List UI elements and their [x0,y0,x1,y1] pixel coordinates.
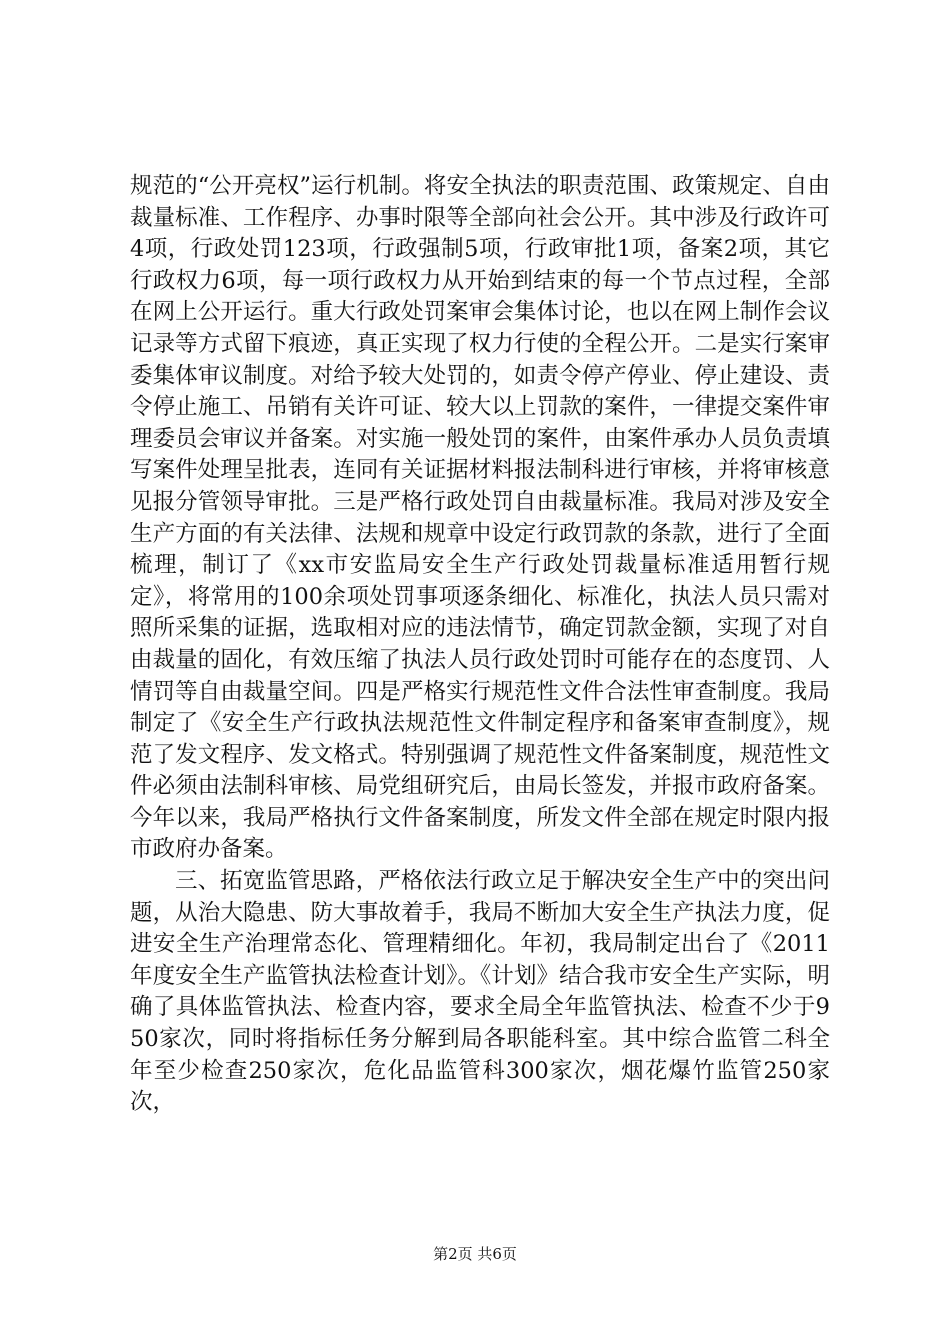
paragraph-continued: 规范的“公开亮权”运行机制。将安全执法的职责范围、政策规定、自由裁量标准、工作程序、办事时限等全部向社会公开。其中涉及行政许可4项，行政处罚123项，行政强制5项，行政审批1项，备案2项，其它行政权力6项，每一项行政权力从开始到结束的每一个节点过程，全部在网上公开运行。重大行政处罚案审会集体讨论，也以在网上制作会议记录等方式留下痕迹，真正实现了权力行使的全程公开。二是实行案审委集体审议制度。对给予较大处罚的，如责令停产停业、停止建设、责令停止施工、吊销有关许可证、较大以上罚款的案件，一律提交案件审理委员会审议并备案。对实施一般处罚的案件，由案件承办人员负责填写案件处理呈批表，连同有关证据材料报法制科进行审核，并将审核意见报分管领导审批。三是严格行政处罚自由裁量标准。我局对涉及安全生产方面的有关法律、法规和规章中设定行政罚款的条款，进行了全面梳理，制订了《xx市安监局安全生产行政处罚裁量标准适用暂行规定》，将常用的100余项处罚事项逐条细化、标准化，执法人员只需对照所采集的证据，选取相对应的违法情节，确定罚款金额，实现了对自由裁量的固化，有效压缩了执法人员行政处罚时可能存在的态度罚、人情罚等自由裁量空间。四是严格实行规范性文件合法性审查制度。我局制定了《安全生产行政执法规范性文件制定程序和备案审查制度》，规范了发文程序、发文格式。特别强调了规范性文件备案制度，规范性文件必须由法制科审核、局党组研究后，由局长签发，并报市政府备案。今年以来，我局严格执行文件备案制度，所发文件全部在规定时限内报市政府办备案。 [130,173,830,863]
page-number-footer: 第2页 共6页 [433,1245,517,1263]
body-text [130,171,830,1119]
paragraph-section-three: 三、拓宽监管思路，严格依法行政立足于解决安全生产中的突出问题，从治大隐患、防大事故着手，我局不断加大安全生产执法力度，促进安全生产治理常态化、管理精细化。年初，我局制定出台了《2011年度安全生产监管执法检查计划》。《计划》结合我市安全生产实际，明确了具体监管执法、检查内容，要求全局全年监管执法、检查不少于950家次，同时将指标任务分解到局各职能科室。其中综合监管二科全年至少检查250家次，危化品监管科300家次，烟花爆竹监管250家次， [130,868,830,1116]
